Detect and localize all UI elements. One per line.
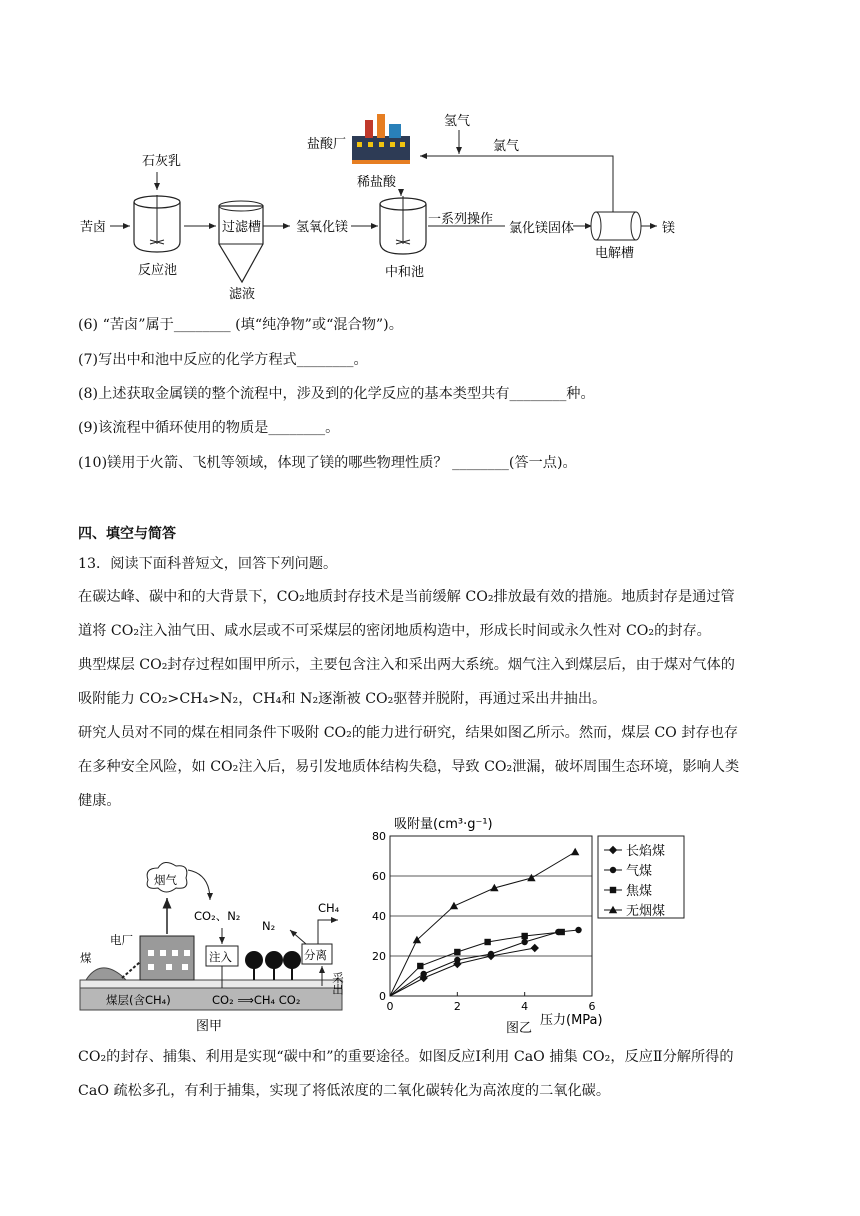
chart-point (488, 951, 494, 957)
chart-xlabel: 压力(MPa) (540, 1013, 603, 1028)
chart-point (521, 933, 527, 939)
fig-jia-yanqi: 烟气 (154, 873, 177, 887)
label-qingyanghuamei: 氢氧化镁 (296, 220, 349, 235)
chart-point (531, 944, 539, 952)
paragraph-1a: 在碳达峰、碳中和的大背景下，CO₂地质封存技术是当前缓解 CO₂排放最有效的措施。地质封存是通过管 (78, 589, 735, 605)
label-lvye: 滤液 (229, 287, 256, 302)
label-xiyansuan: 稀盐酸 (357, 175, 397, 190)
chart-ylabel: 吸附量(cm³·g⁻¹) (394, 817, 493, 832)
fig-jia-caichu: 采出 (331, 972, 345, 995)
legend-label: 无烟煤 (626, 904, 666, 919)
factory-icon (352, 114, 410, 164)
chart-point (575, 927, 581, 933)
label-yixilie: 一系列操作 (428, 212, 494, 227)
chart-point (417, 963, 423, 969)
chart-point (521, 939, 527, 945)
label-yansuanchang: 盐酸厂 (307, 137, 347, 152)
electrolysis-cell-icon (591, 212, 641, 240)
fig-jia-ch4: CH₄ (318, 901, 340, 915)
chart-point (571, 848, 579, 855)
paragraph-4b: CaO 疏松多孔，有利于捕集，实现了将低浓度的二氧化碳转化为高浓度的二氧化碳。 (78, 1083, 611, 1099)
fig-jia-mei: 煤 (80, 951, 92, 965)
paragraph-3c: 健康。 (78, 793, 121, 809)
label-fanyingchi: 反应池 (138, 263, 178, 278)
neutralization-tank-icon (380, 196, 426, 254)
chart-point (484, 939, 490, 945)
label-qingqi: 氢气 (444, 114, 471, 129)
question-9: (9)该流程中循环使用的物质是________。 (78, 420, 340, 436)
legend-marker (610, 867, 616, 873)
figure-jia (78, 840, 358, 1040)
filter-tank-icon (219, 201, 263, 282)
chart-ytick-label: 40 (372, 910, 386, 923)
chart-xtick-label: 0 (386, 1000, 394, 1013)
figure-yi-chart (360, 808, 730, 1038)
question-7: (7)写出中和池中反应的化学方程式________。 (78, 352, 368, 368)
label-dianjiecao: 电解槽 (595, 246, 635, 261)
paragraph-3b: 在多种安全风险，如 CO₂注入后，易引发地质体结构失稳，导致 CO₂泄漏，破坏周围生态环境，影响人类 (78, 759, 740, 775)
chart-ytick-label: 20 (372, 950, 386, 963)
legend-marker (610, 887, 616, 893)
legend-label: 长焰煤 (626, 844, 666, 859)
fig-jia-co2n2: CO₂、N₂ (194, 909, 241, 923)
chart-ytick-label: 60 (372, 870, 386, 883)
magnesium-flow-diagram (0, 100, 860, 310)
reaction-tank-icon (134, 195, 180, 252)
chart-point (559, 929, 565, 935)
chart-ytick-label: 80 (372, 830, 386, 843)
fig-jia-caption: 图甲 (196, 1019, 223, 1034)
question-10: (10)镁用于火箭、飞机等领域，体现了镁的哪些物理性质？ ________(答一点)。 (78, 455, 577, 471)
fig-jia-meiceng: 煤层(含CH₄) (106, 993, 171, 1007)
chart-point (454, 957, 460, 963)
legend-marker (609, 846, 617, 854)
chart-series-line (390, 948, 535, 996)
label-kulu: 苦卤 (80, 220, 107, 235)
chart-xtick-label: 2 (453, 1000, 461, 1013)
chart-caption: 图乙 (506, 1021, 533, 1036)
label-mei: 镁 (662, 221, 676, 236)
chart-point (527, 874, 535, 881)
paragraph-3a: 研究人员对不同的煤在相同条件下吸附 CO₂的能力进行研究，结果如图乙所示。然而，煤层 CO 封存也存 (78, 725, 739, 741)
legend-label: 焦煤 (626, 884, 653, 899)
label-lvqi: 氯气 (493, 139, 520, 154)
paragraph-2b: 吸附能力 CO₂>CH₄>N₂，CH₄和 N₂逐渐被 CO₂驱替并脱附，再通过采出井抽出。 (78, 691, 607, 707)
chart-point (454, 949, 460, 955)
fig-jia-zhuru: 注入 (209, 950, 232, 964)
label-shihuiru: 石灰乳 (142, 154, 182, 169)
label-guolvcao: 过滤槽 (222, 220, 262, 235)
fig-jia-n2: N₂ (262, 919, 276, 933)
paragraph-2a: 典型煤层 CO₂封存过程如围甲所示，主要包含注入和采出两大系统。烟气注入到煤层后，由于煤对气体的 (78, 657, 735, 673)
section-title: 四、填空与简答 (78, 526, 176, 542)
fig-jia-dianchang: 电厂 (110, 933, 133, 947)
chart-point (450, 902, 458, 909)
label-zhonghechi: 中和池 (385, 265, 425, 280)
question-6: (6) “苦卤”属于________ (填“纯净物”或“混合物”)。 (78, 317, 403, 333)
chart-ytick-label: 0 (379, 990, 386, 1003)
paragraph-1b: 道将 CO₂注入油气田、咸水层或不可采煤层的密闭地质构造中，形成长时间或永久性对 CO₂的封存。 (78, 623, 711, 639)
legend-label: 气煤 (626, 864, 653, 879)
chart-series-line (390, 852, 575, 996)
paragraph-4a: CO₂的封存、捕集、利用是实现“碳中和”的重要途径。如图反应Ⅰ利用 CaO 捕集 CO₂，反应Ⅱ分解所得的 (78, 1049, 734, 1065)
fig-jia-reaction: CO₂ ⟹CH₄ CO₂ (212, 993, 301, 1007)
question-13: 13．阅读下面科普短文，回答下列问题。 (78, 556, 338, 572)
fig-jia-fenli: 分离 (304, 948, 327, 962)
label-lvhuamei: 氯化镁固体 (509, 221, 575, 236)
chart-point (420, 971, 426, 977)
chart-xtick-label: 4 (521, 1000, 529, 1013)
chart-xtick-label: 6 (588, 1000, 596, 1013)
question-8: (8)上述获取金属镁的整个流程中，涉及到的化学反应的基本类型共有________种。 (78, 386, 595, 402)
